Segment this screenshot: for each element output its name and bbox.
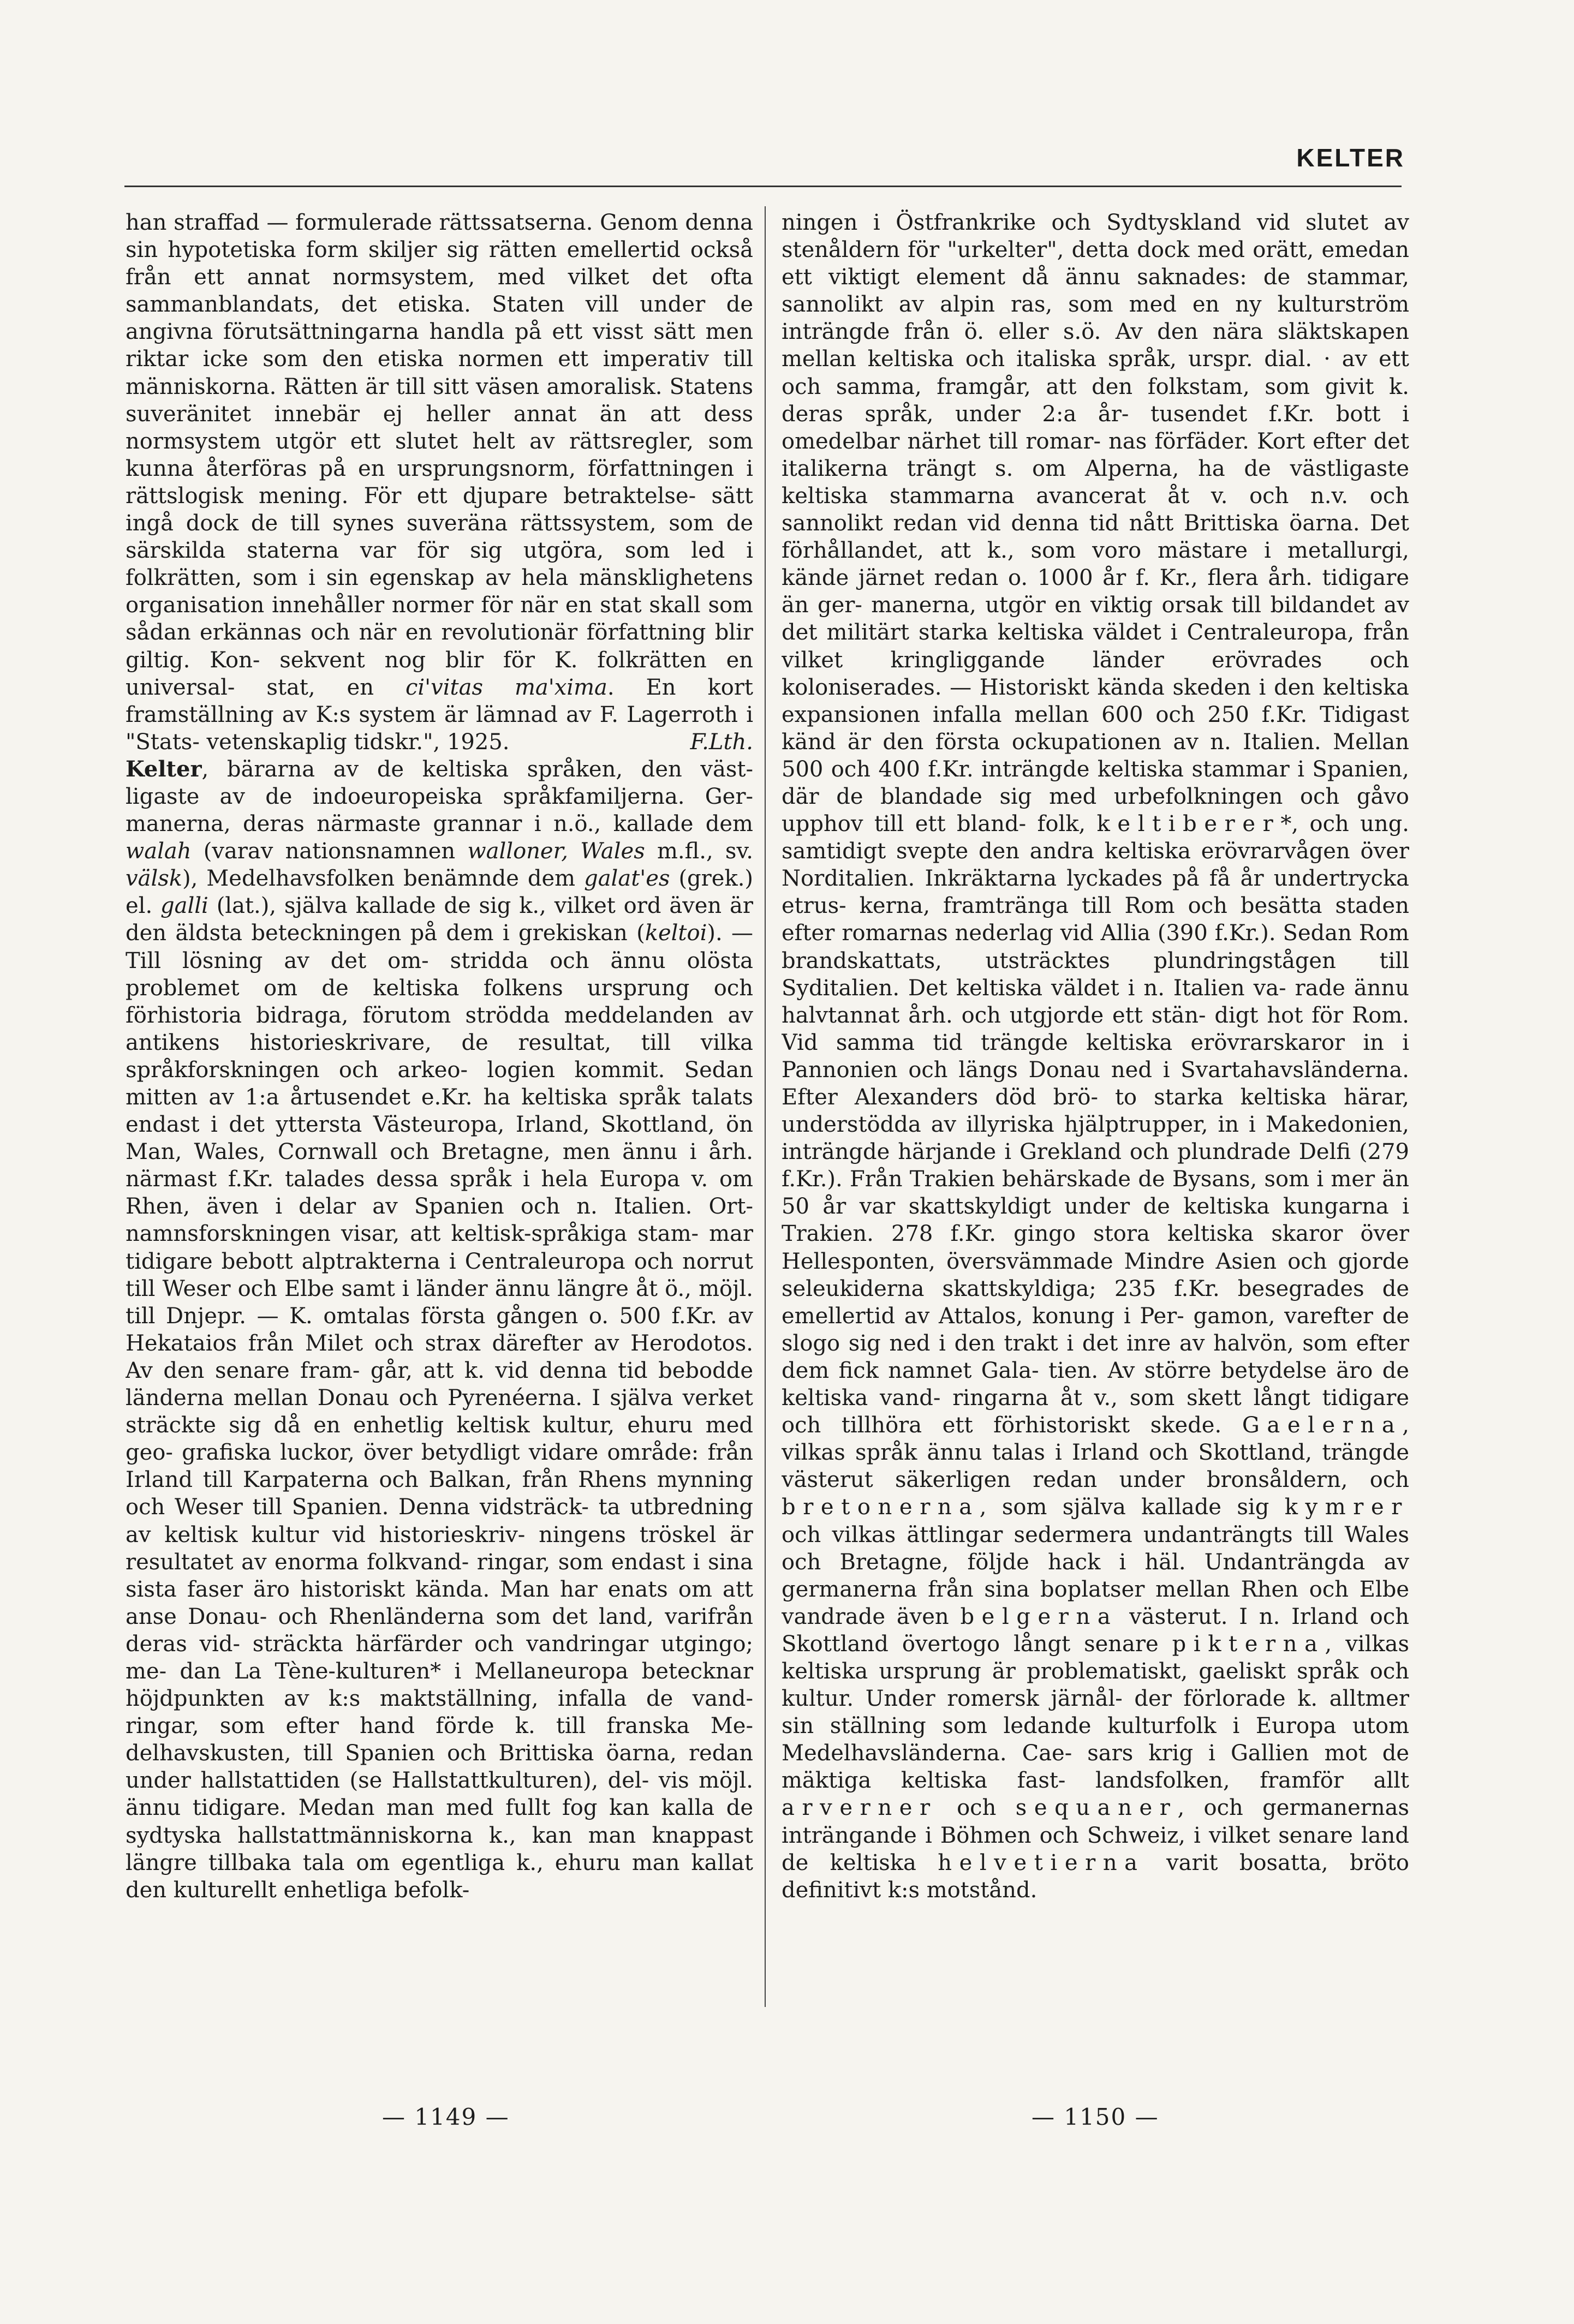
page-number-left: — 1149 — xyxy=(382,2104,510,2130)
right-column xyxy=(782,209,1409,2064)
header-rule xyxy=(124,186,1402,187)
page-number-right: — 1150 — xyxy=(1032,2104,1159,2130)
entry-headword: Kelter xyxy=(126,756,202,782)
author-signature: F.Lth. xyxy=(690,729,753,755)
paragraph-kelter-continued: ningen i Östfrankrike och Sydtyskland vid slutet av stenåldern för "urkelter", detta dock med orätt, emedan ett viktigt element då ännu saknades: de stammar, sannolikt av alpin ras, som med en ny kulturström inträngde från ö. eller s.ö. Av den nära släktskapen mellan keltiska och italiska språk, urspr. dial. · av ett och samma, framgår, att den folkstam, som givit k. deras språk, under 2:a år- tusendet f.Kr. bott i omedelbar närhet till romar- nas förfäder. Kort efter det italikerna trängt s. om Alperna, ha de västligaste keltiska stammarna avancerat åt v. och n.v. och sannolikt redan vid denna tid nått Brittiska öarna. Det förhållandet, att k., som voro mästare i metallurgi, kände järnet redan o. 1000 år f. Kr., flera årh. tidigare än ger- manerna, utgör en viktig orsak till bildandet av det militärt starka keltiska väldet i Centraleuropa, från vilket kringliggande länder erövrades och koloniserades. — Historiskt kända skeden i den keltiska expansionen infalla mellan 600 och 250 f.Kr. Tidigast känd är den första ockupationen av n. Italien. Mellan 500 och 400 f.Kr. inträngde keltiska stammar i Spanien, där de blandade sig med urbefolkningen och gåvo upphov till ett bland- folk, keltiberer*, och ung. samtidigt svepte den andra keltiska erövrarvågen över Norditalien. Inkräktarna lyckades på få år undertrycka etrus- kerna, framtränga till Rom och besätta staden efter romarnas nederlag vid Allia (390 f.Kr.). Sedan Rom brandskattats, utsträcktes plundringstågen till Syditalien. Det keltiska väldet i n. Italien va- rade ännu halvtannat årh. och utgjorde ett stän- digt hot för Rom. Vid samma tid trängde keltiska erövrarskaror in i Pannonien och längs Donau ned i Svartahavsländerna. Efter Alexanders död brö- to starka keltiska härar, understödda av illyriska hjälptrupper, in i Makedonien, inträngde härjande i Grekland och plundrade Delfi (279 f.Kr.). Från Trakien behärskade de Bysans, som i mer än 50 år var skattskyldigt under de keltiska kungarna i Trakien. 278 f.Kr. gingo stora keltiska skaror över Hellesponten, översvämmade Mindre Asien och gjorde seleukiderna skattskyldiga; 235 f.Kr. besegrades de emellertid av Attalos, konung i Per- gamon, varefter de slogo sig ned i den trakt i det inre av halvön, som efter dem fick namnet Gala- tien. Av större betydelse äro de keltiska vand- ringarna åt v., som skett långt tidigare och tillhöra ett förhistoriskt skede. Gaelerna, vilkas språk ännu talas i Irland och Skottland, trängde västerut säkerligen redan under bronsåldern, och bretonerna, som själva kallade sig kymrer och vilkas ättlingar sedermera undanträngts till Wales och Bretagne, följde hack i häl. Undanträngda av germanerna från sina boplatser mellan Rhen och Elbe vandrade även belgerna västerut. I n. Irland och Skottland övertogo långt senare pikterna, vilkas keltiska ursprung är problematiskt, gaeliskt språk och kultur. Under romersk järnål- der förlorade k. alltmer sin ställning som ledande kulturfolk i Europa utom Medelhavsländerna. Cae- sars krig i Gallien mot de mäktiga keltiska fast- landsfolken, framför allt arverner och sequaner, och germanernas inträngande i Böhmen och Schweiz, i vilket senare land de keltiska helvetierna varit bosatta, bröto definitivt k:s motstånd. xyxy=(782,210,1409,1903)
running-head: KELTER xyxy=(1296,144,1405,172)
left-column xyxy=(126,209,753,2064)
paragraph-kelter: Kelter, bärarna av de keltiska språken, den väst- ligaste av de indoeuropeiska språkfamiljerna. Ger- manerna, deras närmaste grannar i n.ö., kallade dem walah (varav nationsnamnen walloner, Wales m.fl., sv. välsk), Medelhavsfolken benämnde dem galat'es (grek.) el. galli (lat.), själva kallade de sig k., vilket ord även är den äldsta beteckningen på dem i grekiskan (keltoi). — Till lösning av det om- stridda och ännu olösta problemet om de keltiska folkens ursprung och förhistoria bidraga, förutom strödda meddelanden av antikens historieskrivare, de resultat, till vilka språkforskningen och arkeo- logien kommit. Sedan mitten av 1:a årtusendet e.Kr. ha keltiska språk talats endast i det yttersta Västeuropa, Irland, Skottland, ön Man, Wales, Cornwall och Bretagne, men ännu i årh. närmast f.Kr. talades dessa språk i hela Europa v. om Rhen, även i delar av Spanien och n. Italien. Ort- namnsforskningen visar, att keltisk-språkiga stam- mar tidigare bebott alptrakterna i Centraleuropa och norrut till Weser och Elbe samt i länder ännu längre åt ö., möjl. till Dnjepr. — K. omtalas första gången o. 500 f.Kr. av Hekataios från Milet och strax därefter av Herodotos. Av den senare fram- går, att k. vid denna tid bebodde länderna mellan Donau och Pyrenéerna. I själva verket sträckte sig då en enhetlig keltisk kultur, ehuru med geo- grafiska luckor, över betydligt vidare område: från Irland till Karpaterna och Balkan, från Rhens mynning och Weser till Spanien. Denna vidsträck- ta utbredning av keltisk kultur vid historieskriv- ningens tröskel är resultatet av enorma folkvand- ringar, som endast i sina sista faser äro historiskt kända. Man har enats om att anse Donau- och Rhenländerna som det land, varifrån deras vid- sträckta härfärder och vandringar utgingo; me- dan La Tène-kulturen* i Mellaneuropa betecknar höjdpunkten av k:s maktställning, infalla de vand- ringar, som efter hand förde k. till franska Me- delhavskusten, till Spanien och Brittiska öarna, redan under hallstattiden (se Hallstattkulturen), del- vis möjl. ännu tidigare. Medan man med fullt fog kan kalla de sydtyska hallstattmänniskorna k., kan man knappast längre tillbaka tala om egentliga k., ehuru man kallat den kulturellt enhetliga befolk- xyxy=(126,756,753,1903)
paragraph-kelsen-continuation: han straffad — formulerade rättssatserna. Genom denna sin hypotetiska form skiljer sig rätten emellertid också från ett annat normsystem, med vilket det ofta sammanblandats, det etiska. Staten vill under de angivna förutsättningarna handla på ett visst sätt men riktar icke som den etiska normen ett imperativ till människorna. Rätten är till sitt väsen amoralisk. Statens suveränitet innebär ej heller annat än att dess normsystem utgör ett slutet helt av rättsregler, som kunna återföras på en ursprungsnorm, författningen i rättslogisk mening. För ett djupare betraktelse- sätt ingå dock de till synes suveräna rättssystem, som de särskilda staterna var för sig utgöra, som led i folkrätten, som i sin egenskap av hela mänsklighetens organisation innehåller normer för när en stat skall som sådan erkännas och när en revolutionär författning blir giltig. Kon- sekvent nog blir för K. folkrätten en universal- stat, en ci'vitas ma'xima. En kort framställning av K:s system är lämnad av F. Lagerroth i "Stats- vetenskaplig tidskr.", 1925. F.Lth. xyxy=(126,209,753,756)
column-divider xyxy=(765,206,766,2007)
